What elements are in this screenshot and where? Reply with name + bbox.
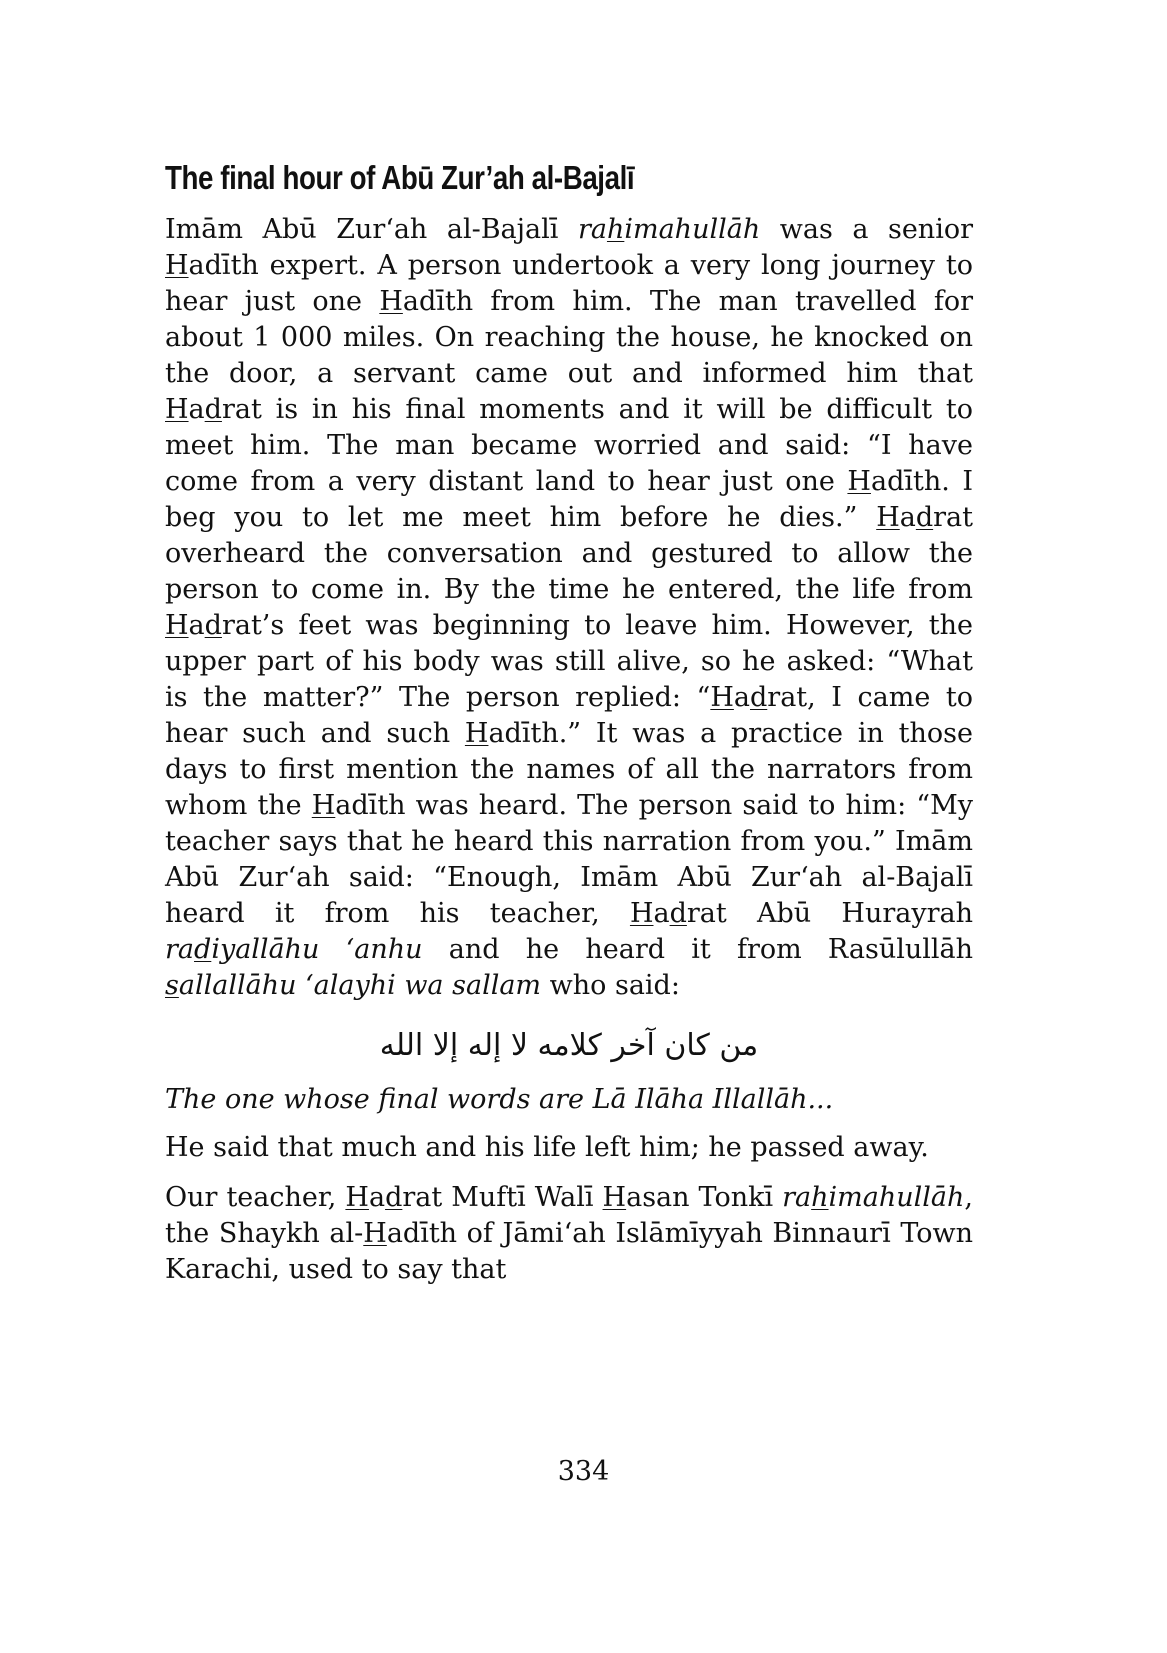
text-segment: H [464, 718, 489, 749]
text-segment: adīth expert. A person undertook a very long journey to hear just one [165, 250, 973, 317]
text-segment: d [669, 898, 687, 929]
text-segment: Imām Abū Zur‘ah al-Bajalī [165, 214, 578, 245]
text-segment: adīth of Jāmi‘ah Islāmīyyah Binnaurī Town Karachi, used to say that [165, 1218, 973, 1285]
text-segment: s [165, 970, 179, 1001]
text-segment: a [653, 898, 670, 929]
text-segment: a [899, 502, 916, 533]
text-segment: a [368, 1182, 386, 1213]
text-segment: adīth from him. The man travelled for about 1 000 miles. On reaching the house, he knocked on the door, a servant came out and informed him that [165, 286, 973, 389]
page-number: 334 [557, 1456, 610, 1487]
text-segment: and he heard it from Rasūlullāh [422, 934, 974, 965]
text-segment: H [165, 250, 189, 281]
text-segment: a [733, 682, 750, 713]
text-segment: rat is in his final moments and it will be difficult to meet him. The man became worried and said: “I have come from a very distant land to hear just one [165, 394, 973, 497]
text-segment: H [847, 466, 871, 497]
text-segment: Our teacher, [165, 1182, 346, 1213]
text-segment: h [606, 214, 625, 245]
text-segment: d [204, 610, 222, 641]
text-segment: H [876, 502, 900, 533]
text-segment: d [915, 502, 934, 533]
text-segment: was a senior [760, 214, 973, 245]
page-content [165, 158, 973, 1288]
paragraph-2: He said that much and his life left him; he passed away. [165, 1132, 929, 1163]
text-segment: rat, I came to hear such and such [165, 682, 973, 749]
text-segment: H [363, 1218, 387, 1249]
text-segment: asan Tonkī [626, 1182, 783, 1213]
text-segment: iyallāhu ‘anhu [211, 934, 423, 965]
text-segment: ra [577, 214, 607, 245]
text-segment: d [385, 1182, 403, 1213]
quote-translation: The one whose final words are Lā Ilāha Illallāh... [165, 1084, 834, 1115]
text-segment: imahullāh [828, 1182, 965, 1213]
text-segment: , the Shaykh al- [165, 1182, 973, 1249]
text-segment: adīth. I beg you to let me meet him before he dies.” [165, 466, 973, 533]
text-segment: d [194, 934, 212, 965]
text-segment: H [710, 682, 734, 713]
text-segment: d [749, 682, 768, 713]
text-segment: a [188, 610, 205, 641]
text-segment: H [311, 790, 336, 821]
text-segment: h [811, 1182, 829, 1213]
arabic-quote: من كان آخر كلامه لا إله إلا الله [379, 1028, 759, 1063]
text-segment: ra [782, 1182, 812, 1213]
text-segment: H [165, 394, 189, 425]
text-segment: H [379, 286, 403, 317]
text-segment: who said: [541, 970, 680, 1001]
section-heading: The final hour of Abū Zur’ah al-Bajalī [165, 159, 635, 196]
text-segment: H [165, 610, 189, 641]
text-segment: rat overheard the conversation and gestured to allow the person to come in. By the time he entered, the life from [165, 502, 973, 605]
text-segment: adīth was heard. The person said to him: “My teacher says that he heard this narration from you.” Imām Abū Zur‘ah said: “Enough, Imām Abū Zur‘ah al-Bajalī heard it from his teacher, [165, 790, 973, 929]
text-segment: rat Muftī Walī [402, 1182, 603, 1213]
text-segment: H [629, 898, 654, 929]
text-segment: imahullāh [624, 214, 761, 245]
paragraph-1 [165, 212, 973, 1004]
text-segment: H [602, 1182, 627, 1213]
text-segment: rat Abū Hurayrah [686, 898, 973, 929]
text-segment: adīth.” It was a practice in those days to first mention the names of all the narrators from whom the [165, 718, 973, 821]
text-segment: ra [165, 934, 195, 965]
paragraph-3 [165, 1180, 973, 1288]
text-segment: d [204, 394, 222, 425]
text-segment: H [345, 1182, 369, 1213]
text-segment: allallāhu ‘alayhi wa sallam [178, 970, 542, 1001]
text-segment: rat’s feet was beginning to leave him. However, the upper part of his body was still alive, so he asked: “What is the matter?” The person replied: “ [165, 610, 973, 713]
text-segment: a [188, 394, 205, 425]
